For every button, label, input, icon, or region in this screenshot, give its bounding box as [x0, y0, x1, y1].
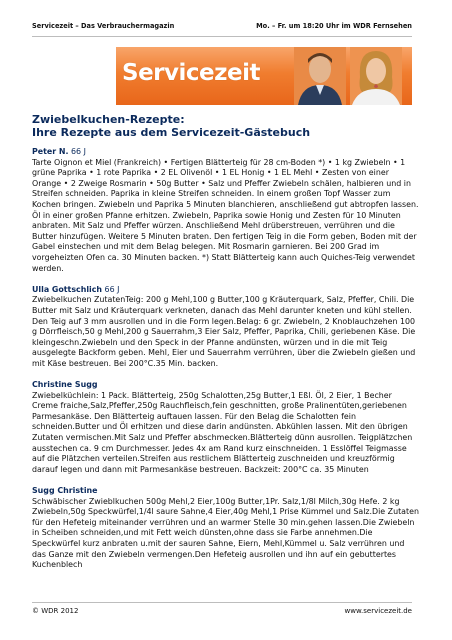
recipe-entry [32, 486, 420, 571]
host-male-photo [294, 47, 346, 105]
recipe-author-line [32, 486, 420, 497]
recipe-author: Peter N. [32, 147, 69, 156]
recipe-entry [32, 285, 420, 370]
recipe-author: Ulla Gottschlich [32, 284, 103, 294]
recipe-author: Christine Sugg [32, 380, 98, 390]
broadcast-time: Mo. – Fr. um 18:20 Uhr im WDR Fernsehen [256, 22, 412, 30]
page-footer [32, 602, 412, 615]
recipe-text: Schwäbischer Zwieblkuchen 500g Mehl,2 Eier,100g Butter,1Pr. Salz,1/8l Milch,30g Hefe. 2 kg Zwiebeln,50g Speckwürfel,1/4l saure Sahne,4 Eier,40g Mehl,1 Prise Kümmel und Salz.Die Zutaten für den Hefeteig miteinander verrühren und an warmer Stelle 30 min.gehen lassen.Die Zwiebeln in Scheiben schneiden,und mit Fett weich dünsten,ohne dass sie Farbe annehmen.Die Speckwürfel kurz anbraten u.mit der sauren Sahne, Eiern, Mehl,Kümmel u. Salz verrühren und das Ganze mit den Zwiebeln vermengen.Den Hefeteig ausrollen und ihn auf ein gebuttertes Kuchenblech [32, 496, 419, 570]
recipe-author: Sugg Christine [32, 486, 98, 495]
copyright-text: © WDR 2012 [32, 607, 79, 615]
page-header [32, 22, 412, 37]
recipe-author-age: 66 J [71, 147, 86, 156]
host-female-photo [350, 47, 402, 105]
document-title: Zwiebelkuchen-Rezepte: [32, 113, 185, 126]
document-title-block [32, 113, 422, 139]
recipe-text: Zwiebelküchlein: 1 Pack. Blätterteig, 250g Schalotten,25g Butter,1 Eßl. Öl, 2 Eier, 1 Becher Creme fraiche,Salz,Pfeffer,250g Rauchfleisch,fein geschnitten, große Pralinentüten,geriebenen Parmesankäse. Den Blätterteig auftauen lassen. Für den Belag die Schalotten fein schneiden.Butter und Öl erhitzen und diese darin andünsten. Abkühlen lassen. Mit den übrigen Zutaten vermischen.Mit Salz und Pfeffer abschmecken.Blätterteig dünn ausrollen. Teigplätzchen ausstechen ca. 9 cm Durchmesser. Jedes 4x am Rand kurz einschneiden. 1 Esslöffel Teigmasse auf die Plätzchen verteilen.Streifen aus restlichem Blätterteig zuschneiden und kreuzförmig darauf legen und dann mit Parmesankäse bestreuen. Backzeit: 200°C ca. 35 Minuten [32, 390, 413, 474]
recipe-entry [32, 147, 420, 274]
banner-logo-text: Servicezeit [122, 60, 260, 86]
recipe-text: Zwiebelkuchen ZutatenTeig: 200 g Mehl,100 g Butter,100 g Kräuterquark, Salz, Pfeffer, Chili. Die Butter mit Salz und Kräuterquark verkneten, danach das Mehl darunter kneten und kühl stellen. Den Teig auf 3 mm ausrollen und in die Form legen.Belag: 6 gr. Zwiebeln, 2 Knoblauchzehen 100 g Dörrfleisch,50 g Mehl,200 g Sauerrahm,3 Eier Salz, Pfeffer, Paprika, Chili, geriebenen Käse. Die kleingeschn.Zwiebeln und den Speck in der Pfanne andünsten, würzen und in die mit Teig ausgelegte Backform geben. Mehl, Eier und Sauerrahm verrühren, über die Zwiebeln gießen und mit Käse bestreuen. Bei 200°C.35 Min. backen. [32, 295, 416, 368]
recipe-entry [32, 380, 420, 475]
magazine-name: Servicezeit – Das Verbrauchermagazin [32, 22, 175, 30]
recipe-author-line [32, 147, 420, 158]
recipe-text: Tarte Oignon et Miel (Frankreich) • Fertigen Blätterteig für 28 cm-Boden *) • 1 kg Zwiebeln • 1 grüne Paprika • 1 rote Paprika • 2 EL Olivenöl • 1 EL Honig • 1 EL Mehl • Zesten von einer Orange • 2 Zweige Rosmarin • 50g Butter • Salz und Pfeffer Zwiebeln schälen, halbieren und in Streifen schneiden. Paprika in kleine Streifen schneiden. In einem großen Topf Wasser zum Kochen bringen. Zwiebeln und Paprika 5 Minuten blanchieren, anschließend gut abtropfen lassen. Öl in einer großen Pfanne erhitzen. Zwiebeln, Paprika sowie Honig und Zesten für 10 Minuten anbraten. Mit Salz und Pfeffer würzen. Anschließend Mehl drüberstreuen, verrühren und die Butter hinzufügen. Weitere 5 Minuten braten. Den fertigen Teig in die Form geben, Boden mit der Gabel einstechen und mit dem Belag belegen. Mit Rosmarin garnieren. Bei 200 Grad im vorgeheizten Ofen ca. 30 Minuten backen. *) Statt Blätterteig kann auch Quiches-Teig verwendet werden. [32, 157, 419, 273]
recipe-author-age: 66 J [104, 284, 120, 294]
recipe-author-line [32, 380, 420, 391]
recipe-list [32, 147, 420, 581]
servicezeit-banner [116, 47, 412, 105]
website-link[interactable]: www.servicezeit.de [344, 607, 412, 615]
recipe-author-line [32, 285, 420, 296]
document-subtitle: Ihre Rezepte aus dem Servicezeit-Gästebuch [32, 126, 311, 139]
